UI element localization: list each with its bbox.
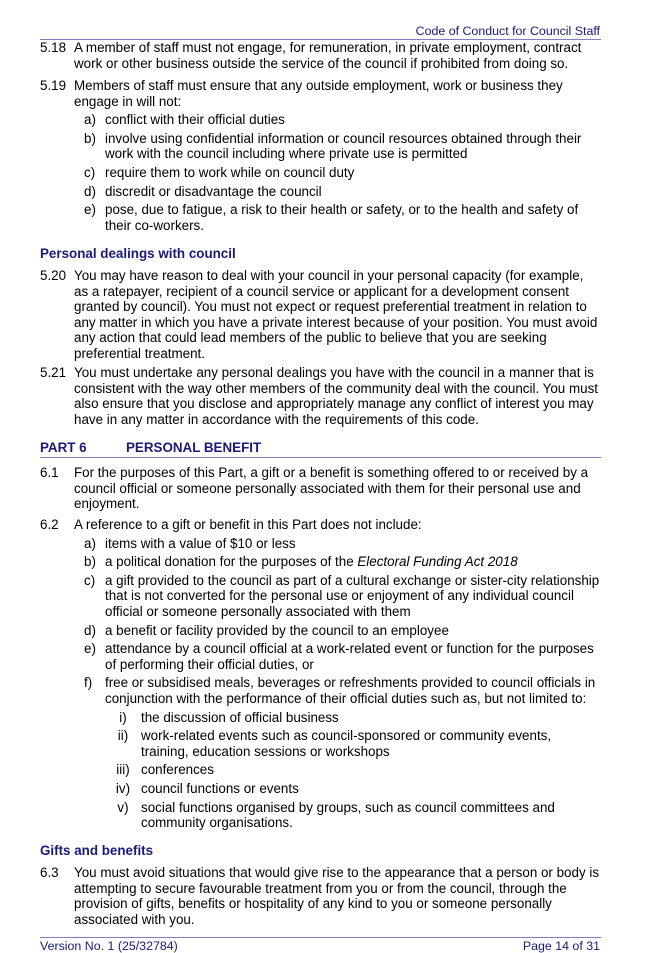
item-label: c) — [84, 572, 96, 588]
item-text: involve using confidential information or council resources obtained through their work with the council including where private use is permitted — [105, 130, 582, 162]
clause-5-21 — [40, 365, 601, 427]
clause-6-2 — [40, 517, 601, 831]
item-label: d) — [84, 183, 96, 199]
clause-number: 5.20 — [40, 268, 67, 283]
item-text — [105, 554, 601, 570]
sub-list-item — [110, 800, 601, 831]
version-number: Version No. 1 (25/32784) — [40, 939, 178, 953]
list-item — [84, 131, 601, 162]
clause-number: 5.19 — [40, 78, 67, 93]
sub-list-item — [110, 710, 601, 726]
sub-list-item — [110, 728, 601, 759]
act-title: Electoral Funding Act 2018 — [357, 554, 518, 570]
page-number: Page 14 of 31 — [522, 939, 600, 953]
list-item — [84, 641, 601, 672]
item-label: b) — [84, 554, 96, 570]
clause-text: For the purposes of this Part, a gift or a benefit is something offered to or received by a council official or someone personally associated with them for their personal use and enjoyment. — [74, 465, 589, 512]
clause-text: You must avoid situations that would give rise to the appearance that a person or body is attempting to secure favourable treatment from you or from the council, through the provision of gifts, benefits or hospitality of any kind to you or someone personally associated with you. — [74, 865, 600, 927]
document-title: Code of Conduct for Council Staff — [415, 24, 600, 38]
item-text: conflict with their official duties — [105, 112, 285, 128]
item-text: a gift provided to the council as part of a cultural exchange or sister-city relationship that is not converted for the personal use or enjoyment of any individual council official or someone personally associated with them — [105, 572, 600, 619]
footer-divider — [40, 937, 601, 938]
clause-number: 6.3 — [40, 865, 59, 880]
item-label: d) — [84, 622, 96, 638]
item-text: attendance by a council official at a work-related event or function for the purposes of performing their official duties, or — [105, 641, 594, 672]
item-text: require them to work while on council duty — [105, 164, 355, 180]
sub-item-text: the discussion of official business — [141, 709, 339, 725]
list-item — [84, 202, 601, 233]
item-text-plain: a political donation for the purposes of the — [105, 554, 358, 570]
sub-item-text: work-related events such as council-sponsored or community events, training, education sessions or workshops — [141, 728, 552, 759]
item-text: discredit or disadvantage the council — [105, 183, 322, 199]
list-item — [84, 536, 601, 552]
clause-number: 6.2 — [40, 517, 59, 532]
list-item — [84, 623, 601, 639]
part-heading — [40, 440, 601, 458]
item-text: free or subsidised meals, beverages or refreshments provided to council officials in conjunction with the performance of their official duties such as, but not limited to: — [105, 675, 596, 706]
sub-item-label: i) — [119, 709, 127, 725]
clause-5-20 — [40, 268, 601, 362]
clause-6-1 — [40, 465, 601, 512]
sub-item-text: conferences — [141, 762, 214, 778]
clause-5-19 — [40, 78, 601, 233]
item-label: e) — [84, 202, 96, 218]
item-text: items with a value of $10 or less — [105, 535, 296, 551]
item-text: pose, due to fatigue, a risk to their health or safety, or to the health and safety of their co-workers. — [105, 202, 579, 233]
section-heading-personal-dealings: Personal dealings with council — [40, 246, 236, 261]
sub-list-item — [110, 781, 601, 797]
sub-item-label: iv) — [115, 780, 131, 796]
list-item — [84, 112, 601, 128]
clause-text: A reference to a gift or benefit in this Part does not include: — [74, 517, 422, 532]
clause-text: You must undertake any personal dealings you have with the council in a manner that is consistent with the way other members of the community deal with the council. You must also ensure that you disclose and appropriately manage any conflict of interest you may have in any matter in accordance with the requirements of this code. — [74, 365, 598, 427]
sub-item-label: ii) — [117, 728, 129, 744]
part-title: PERSONAL BENEFIT — [126, 440, 262, 455]
section-heading-gifts: Gifts and benefits — [40, 843, 154, 858]
item-label: e) — [84, 641, 96, 657]
sub-item-label: iii) — [116, 762, 130, 778]
clause-number: 6.1 — [40, 465, 59, 480]
item-label: f) — [84, 675, 93, 691]
list-item — [84, 554, 601, 570]
clause-number: 5.18 — [40, 40, 67, 55]
sub-item-text: social functions organised by groups, such as council committees and community organisations. — [141, 799, 555, 831]
item-label: a) — [84, 112, 96, 128]
clause-6-3 — [40, 865, 601, 927]
item-label: a) — [84, 535, 96, 551]
list-item — [84, 675, 601, 706]
sub-list-item — [110, 762, 601, 778]
clause-text: A member of staff must not engage, for remuneration, in private employment, contract work or other business outside the service of the council if prohibited from doing so. — [74, 40, 582, 71]
part-number: PART 6 — [40, 440, 87, 455]
clause-number: 5.21 — [40, 365, 67, 380]
item-label: b) — [84, 130, 96, 146]
list-item — [84, 184, 601, 200]
clause-text: You may have reason to deal with your council in your personal capacity (for example, as a ratepayer, recipient of a council service or applicant for a development consent granted by council). You must not expect or request preferential treatment in relation to any matter in which you have a private interest because of your position. You must avoid any action that could lead members of the public to believe that you are seeking preferential treatment. — [74, 268, 598, 361]
sub-item-text: council functions or events — [141, 780, 299, 796]
sub-item-label: v) — [117, 799, 129, 815]
clause-5-18 — [40, 40, 601, 71]
list-item — [84, 573, 601, 620]
clause-text: Members of staff must ensure that any outside employment, work or business they engage in will not: — [74, 78, 563, 109]
item-label: c) — [84, 164, 96, 180]
list-item — [84, 165, 601, 181]
item-text: a benefit or facility provided by the council to an employee — [105, 622, 449, 638]
